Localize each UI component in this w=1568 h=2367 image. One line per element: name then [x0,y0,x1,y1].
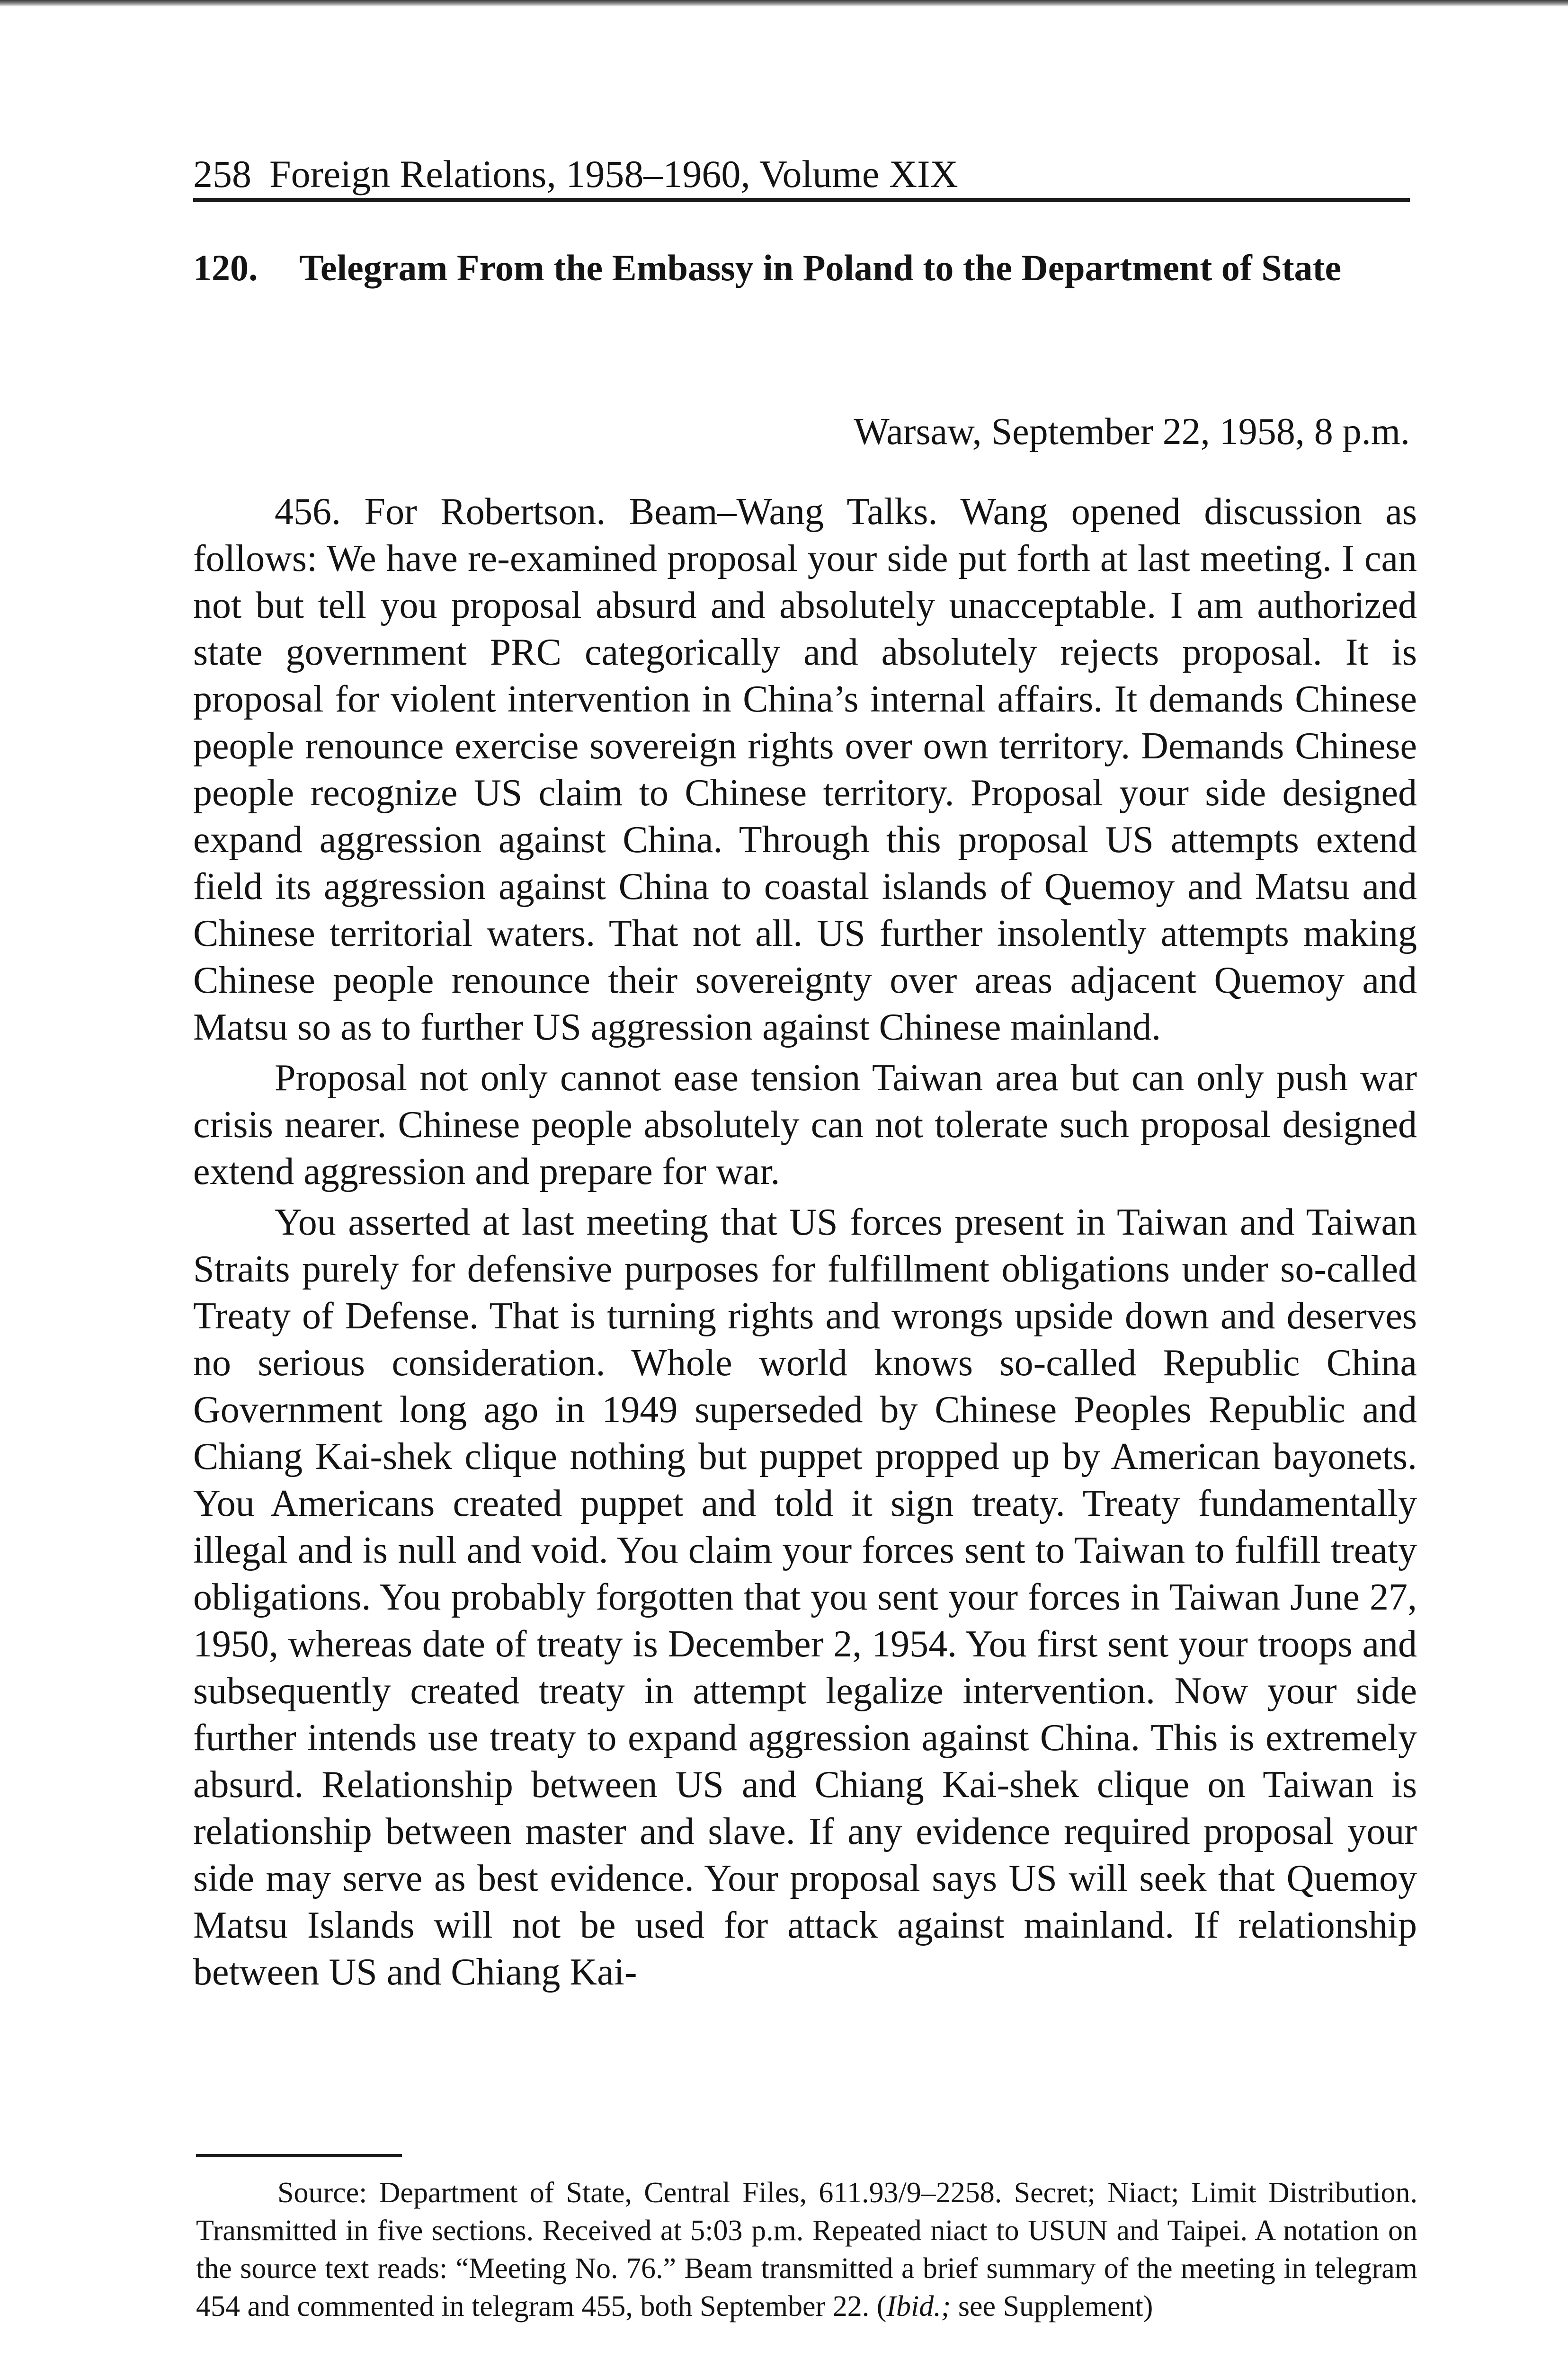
footnote-text-end: see Supplement) [951,2290,1153,2323]
document-title: Telegram From the Embassy in Poland to the Department of State [299,247,1342,288]
body-paragraph: You asserted at last meeting that US forces present in Taiwan and Taiwan Straits purely for defensive purposes for fulfillment obligations under so-called Treaty of Defense. That is turning rights and wrongs upside down and deserves no serious consideration. Whole world knows so-called Republic China Government long ago in 1949 superseded by Chinese Peoples Republic and Chiang Kai-shek clique nothing but puppet propped up by American bayonets. You Americans created puppet and told it sign treaty. Treaty fundamentally illegal and is null and void. You claim your forces sent to Taiwan to fulfill treaty obligations. You probably forgotten that you sent your forces in Taiwan June 27, 1950, whereas date of treaty is December 2, 1954. You first sent your troops and subsequently created treaty in attempt legalize intervention. Now your side further intends use treaty to expand aggression against China. This is extremely absurd. Relationship between US and Chiang Kai-shek clique on Taiwan is relationship between master and slave. If any evidence required proposal your side may serve as best evidence. Your proposal says US will seek that Quemoy Matsu Islands will not be used for attack against mainland. If relationship between US and Chiang Kai- [193,1201,1417,1993]
footnote-ibid: Ibid.; [886,2290,951,2323]
page-top-edge [0,0,1568,7]
header-rule [193,198,1410,202]
body-paragraph: Proposal not only cannot ease tension Taiwan area but can only push war crisis nearer. Chinese people absolutely can not tolerate such proposal designed extend aggression and prepare for war. [193,1057,1417,1192]
footnote-text: Source: Department of State, Central Files, 611.93/9–2258. Secret; Niact; Limit Distribution. Transmitted in five sections. Received at 5:03 p.m. Repeated niact to USUN and Taipei. A notation on the source text reads: “Meeting No. 76.” Beam transmitted a brief summary of the meeting in telegram 454 and commented in telegram 455, both September 22. ( [196,2177,1417,2323]
page-number: 258 [193,152,251,196]
running-head [193,151,1410,198]
telegram-body [193,489,1417,1996]
dateline: Warsaw, September 22, 1958, 8 p.m. [854,411,1410,453]
source-footnote [196,2174,1417,2325]
footnote-rule [196,2154,402,2157]
body-paragraph: 456. For Robertson. Beam–Wang Talks. Wang opened discussion as follows: We have re-examined proposal your side put forth at last meeting. I can not but tell you proposal absurd and absolutely unacceptable. I am authorized state government PRC categorically and absolutely rejects proposal. It is proposal for violent intervention in China’s internal affairs. It demands Chinese people renounce exercise sovereign rights over own territory. Demands Chinese people recognize US claim to Chinese territory. Proposal your side designed expand aggression against China. Through this proposal US attempts extend field its aggression against China to coastal islands of Quemoy and Matsu and Chinese territorial waters. That not all. US further insolently attempts making Chinese people renounce their sovereignty over areas adjacent Quemoy and Matsu so as to further US aggression against Chinese mainland. [193,491,1417,1048]
series-title: Foreign Relations, 1958–1960, Volume XIX [269,152,958,196]
document-number: 120. [193,247,258,288]
